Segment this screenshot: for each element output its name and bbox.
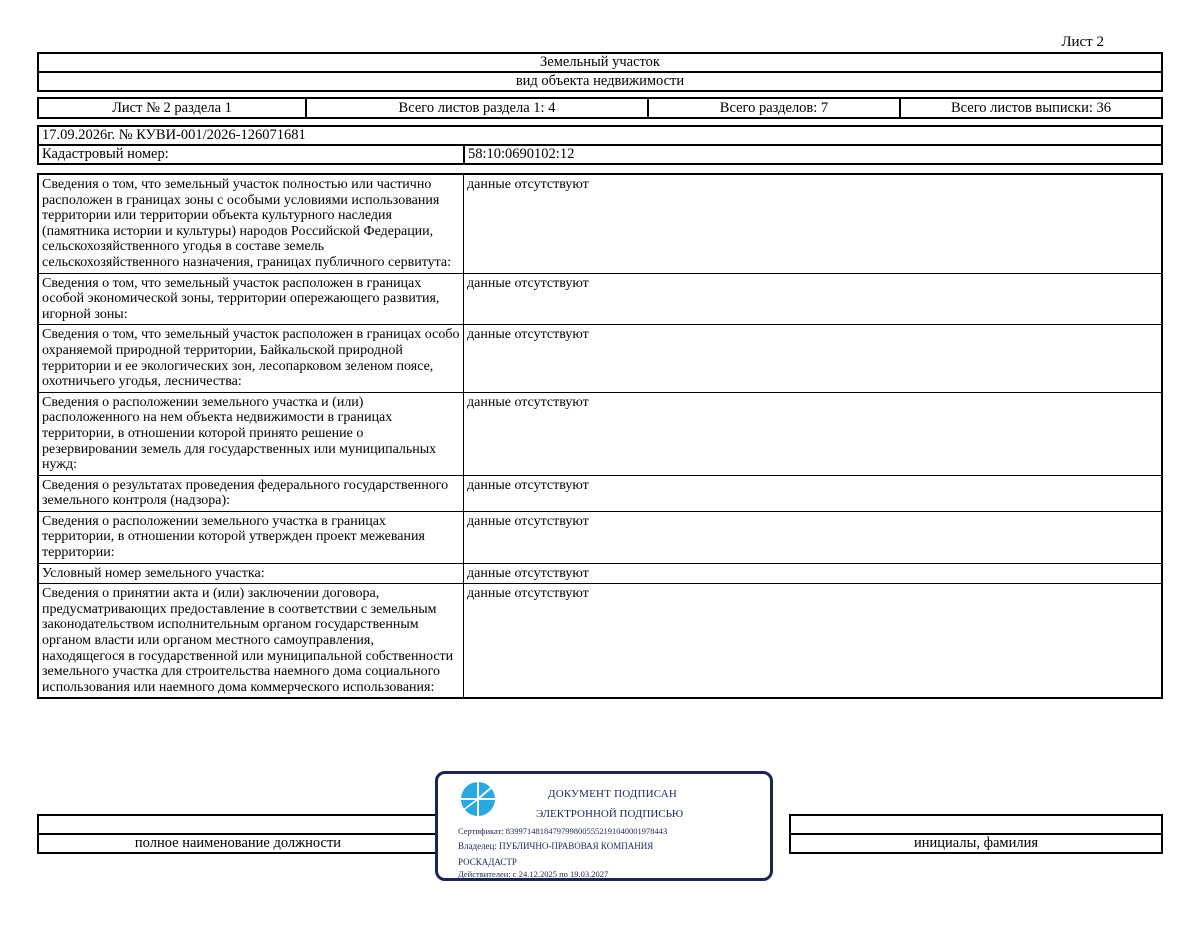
- info-row-value: данные отсутствуют: [464, 584, 1163, 699]
- info-row-value: данные отсутствуют: [464, 511, 1163, 563]
- info-row-label: Сведения о принятии акта и (или) заключении договора, предусматривающих предоставление в соответствии с земельным законодательством исполнительным органом государственным органом власти или органом местного самоуправления, находящегося в государственной или муниципальной собственности земельного участка для строительства наемного дома социального использования или наемного дома коммерческого использования:: [38, 584, 464, 699]
- info-row: [38, 563, 1162, 584]
- info-row-value: данные отсутствуют: [464, 392, 1163, 475]
- info-row: [38, 511, 1162, 563]
- info-row-label: Сведения о результатах проведения федерального государственного земельного контроля (надзора):: [38, 475, 464, 511]
- info-row: [38, 325, 1162, 392]
- sections-total: Всего разделов: 7: [648, 98, 900, 118]
- info-row-label: Сведения о расположении земельного участка в границах территории, в отношении которой утвержден проект межевания территории:: [38, 511, 464, 563]
- info-row: [38, 273, 1162, 325]
- cadastral-table: [37, 125, 1163, 165]
- info-row-value: данные отсутствуют: [464, 273, 1163, 325]
- stamp-owner-org: РОСКАДАСТР: [458, 857, 517, 867]
- electronic-signature-stamp: [435, 771, 773, 881]
- land-plot-info-table: [37, 173, 1163, 699]
- info-row-value: данные отсутствуют: [464, 563, 1163, 584]
- extract-sheets-total: Всего листов выписки: 36: [900, 98, 1162, 118]
- info-row-value: данные отсутствуют: [464, 174, 1163, 273]
- info-row-label: Условный номер земельного участка:: [38, 563, 464, 584]
- info-row-label: Сведения о расположении земельного участка и (или) расположенного на нем объекта недвижимости в границах территории, в отношении которой принято решение о резервировании земель для государственных или муниципальных нужд:: [38, 392, 464, 475]
- stamp-subtitle: ЭЛЕКТРОННОЙ ПОДПИСЬЮ: [536, 808, 684, 820]
- stamp-certificate: Сертификат: 8399714818479799800555219104000197844З: [458, 826, 668, 836]
- info-row: [38, 584, 1162, 699]
- document-reference: 17.09.2026г. № КУВИ-001/2026-126071681: [38, 126, 1162, 145]
- section-sheets-total: Всего листов раздела 1: 4: [306, 98, 648, 118]
- section-sheet-number: Лист № 2 раздела 1: [38, 98, 306, 118]
- info-row: [38, 475, 1162, 511]
- object-title: Земельный участок: [38, 53, 1162, 72]
- info-row-value: данные отсутствуют: [464, 475, 1163, 511]
- info-row: [38, 392, 1162, 475]
- position-caption: полное наименование должности: [38, 834, 438, 853]
- sheet-number: Лист 2: [1061, 34, 1104, 50]
- roskadastr-logo-icon: [458, 779, 498, 819]
- stamp-validity: Действителен: с 24.12.2025 по 19.03.2027: [458, 869, 609, 879]
- object-header-table: [37, 52, 1163, 92]
- object-kind-caption: вид объекта недвижимости: [38, 72, 1162, 91]
- info-row-label: Сведения о том, что земельный участок расположен в границах особой экономической зоны, территории опережающего развития, игорной зоны:: [38, 273, 464, 325]
- info-row-label: Сведения о том, что земельный участок расположен в границах особо охраняемой природной территории, Байкальской природной территории и ее экологических зон, лесопарковом зеленом поясе, охотничьего угодья, лесничества:: [38, 325, 464, 392]
- cadastral-number-label: Кадастровый номер:: [38, 145, 464, 164]
- info-row: [38, 174, 1162, 273]
- cadastral-number-value: 58:10:0690102:12: [464, 145, 1162, 164]
- name-caption: инициалы, фамилия: [790, 834, 1162, 853]
- stamp-owner: Владелец: ПУБЛИЧНО-ПРАВОВАЯ КОМПАНИЯ: [458, 841, 654, 851]
- sheet-meta-table: [37, 97, 1163, 119]
- name-line: [790, 815, 1162, 834]
- info-row-label: Сведения о том, что земельный участок полностью или частично расположен в границах зоны с особыми условиями использования территории или территории объекта культурного наследия (памятника истории и культуры) народов Российской Федерации, сельскохозяйственного угодья в составе земель сельскохозяйственного назначения, границах публичного сервитута:: [38, 174, 464, 273]
- info-row-value: данные отсутствуют: [464, 325, 1163, 392]
- stamp-title: ДОКУМЕНТ ПОДПИСАН: [548, 788, 678, 800]
- position-line: [38, 815, 438, 834]
